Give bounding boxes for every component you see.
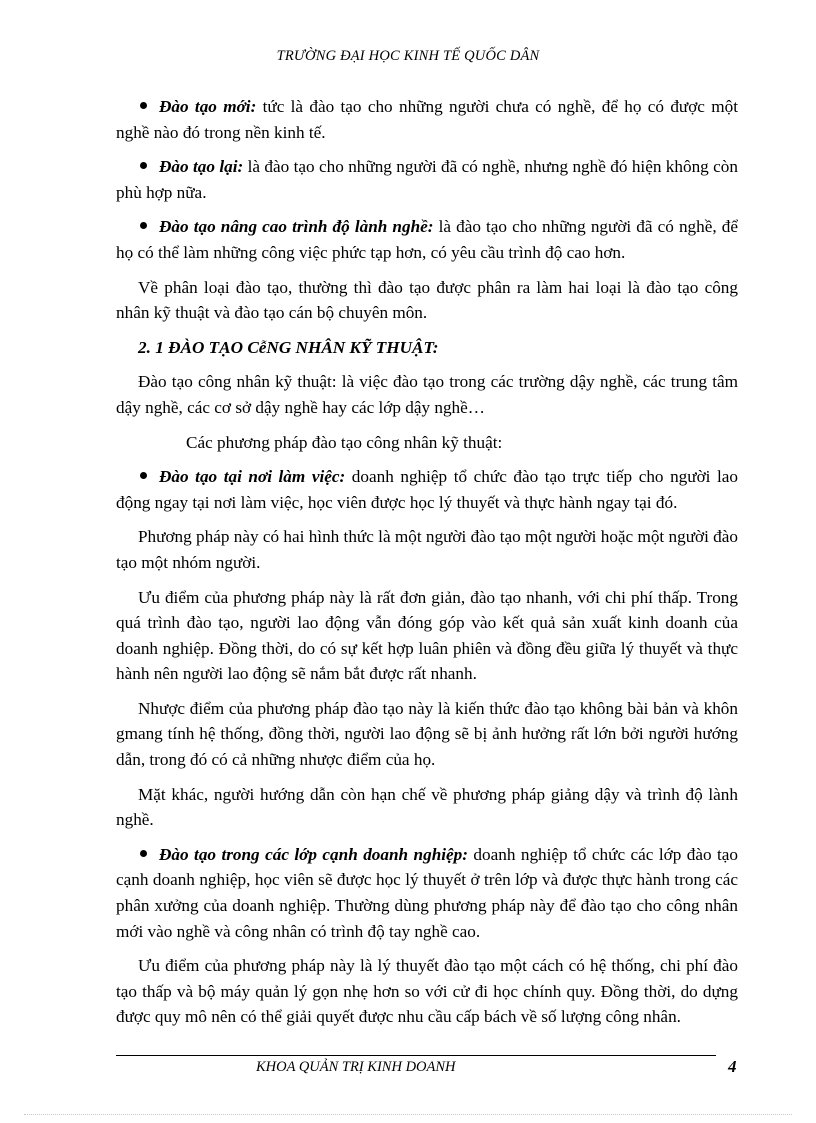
page-bottom-border bbox=[24, 1114, 792, 1115]
bullet-class-training bbox=[116, 842, 738, 944]
paragraph-disadvantages: Nhược điểm của phương pháp đào tạo này là kiến thức đào tạo không bài bản và khôn gmang tính hệ thống, đồng thời, người lao động sẽ bị ảnh hưởng rất lớn bởi người hướng dẫn, trong đó có cả những nhược điểm của họ. bbox=[116, 698, 738, 770]
bullet-text: là đào tạo cho những người đã có nghề, nhưng nghề đó hiện không còn phù hợp nữa. bbox=[116, 157, 738, 202]
paragraph-forms: Phương pháp này có hai hình thức là một người đào tạo một người hoặc một người đào tạo một nhóm người. bbox=[116, 527, 738, 572]
bullet-term: Đào tạo trong các lớp cạnh doanh nghiệp: bbox=[159, 844, 468, 864]
bullet-icon bbox=[140, 102, 147, 109]
bullet-text: là đào tạo cho những người đã có nghề, để họ có thể làm những công việc phức tạp hơn, có yêu cầu trình độ cao hơn. bbox=[116, 217, 738, 262]
bullet-icon bbox=[140, 162, 147, 169]
paragraph-methods: Các phương pháp đào tạo công nhân kỹ thuật: bbox=[186, 432, 503, 452]
bullet-workplace-training bbox=[116, 464, 738, 515]
document-body bbox=[116, 94, 738, 1039]
footer-divider bbox=[116, 1055, 716, 1056]
page-number: 4 bbox=[728, 1057, 737, 1076]
bullet-retraining bbox=[116, 154, 738, 205]
bullet-term: Đào tạo tại nơi làm việc: bbox=[159, 467, 346, 487]
bullet-new-training bbox=[116, 94, 738, 145]
paragraph-advantages-2: Ưu điểm của phương pháp này là lý thuyết đào tạo một cách có hệ thống, chi phí đào tạo thấp và bộ máy quản lý gọn nhẹ hơn so với cử đi học chính quy. Đồng thời, do dựng được quy mô nên có thể giải quyết được nhu cầu cấp bách về số lượng công nhân. bbox=[116, 956, 738, 1027]
bullet-icon bbox=[140, 472, 147, 479]
paragraph-advantages: Ưu điểm của phương pháp này là rất đơn giản, đào tạo nhanh, với chi phí thấp. Trong quá trình đào tạo, người lao động vẫn đóng góp vào kết quả sản xuất kinh doanh của doanh nghiệp. Đồng thời, do có sự kết hợp luân phiên và đồng đều giữa lý thuyết và thực hành nên người lao động sẽ nắm bắt được rất nhanh. bbox=[116, 587, 738, 684]
bullet-term: Đào tạo nâng cao trình độ lành nghề: bbox=[159, 217, 434, 237]
bullet-text: doanh nghiệp tổ chức đào tạo trực tiếp cho người lao động ngay tại nơi làm việc, học viên được học lý thuyết và thực hành ngay tại đó. bbox=[116, 467, 739, 512]
bullet-icon bbox=[140, 850, 147, 857]
bullet-text: tức là đào tạo cho những người chưa có nghề, để họ có được một nghề nào đó trong nền kinh tế. bbox=[116, 97, 738, 142]
bullet-icon bbox=[140, 222, 147, 229]
bullet-term: Đào tạo lại: bbox=[159, 157, 244, 177]
section-heading: 2. 1 ĐÀO TẠO CễNG NHÂN KỸ THUẬT: bbox=[138, 337, 439, 357]
paragraph-definition: Đào tạo công nhân kỹ thuật: là việc đào tạo trong các trường dậy nghề, các trung tâm dậy nghề, các cơ sở dậy nghề hay các lớp dậy nghề… bbox=[116, 372, 738, 417]
bullet-text: doanh nghiệp tổ chức các lớp đào tạo cạnh doanh nghiệp, học viên sẽ được học lý thuyết ở trên lớp và được thực hành trong các phân xưởng của doanh nghiệp. Thường dùng phương pháp này để đào tạo cho công nhân mới vào nghề và công nhân có trình độ tay nghề cao. bbox=[116, 844, 738, 941]
paragraph-limits: Mặt khác, người hướng dẫn còn hạn chế về phương pháp giảng dậy và trình độ lành nghề. bbox=[116, 784, 738, 830]
footer-faculty: KHOA QUẢN TRỊ KINH DOANH bbox=[256, 1059, 456, 1075]
bullet-term: Đào tạo mới: bbox=[159, 97, 257, 116]
bullet-upskilling bbox=[116, 214, 738, 265]
paragraph-classification: Về phân loại đào tạo, thường thì đào tạo được phân ra làm hai loại là đào tạo công nhân kỹ thuật và đào tạo cán bộ chuyên môn. bbox=[116, 277, 738, 323]
page-header: TRƯỜNG ĐẠI HỌC KINH TẾ QUỐC DÂN bbox=[276, 48, 540, 64]
